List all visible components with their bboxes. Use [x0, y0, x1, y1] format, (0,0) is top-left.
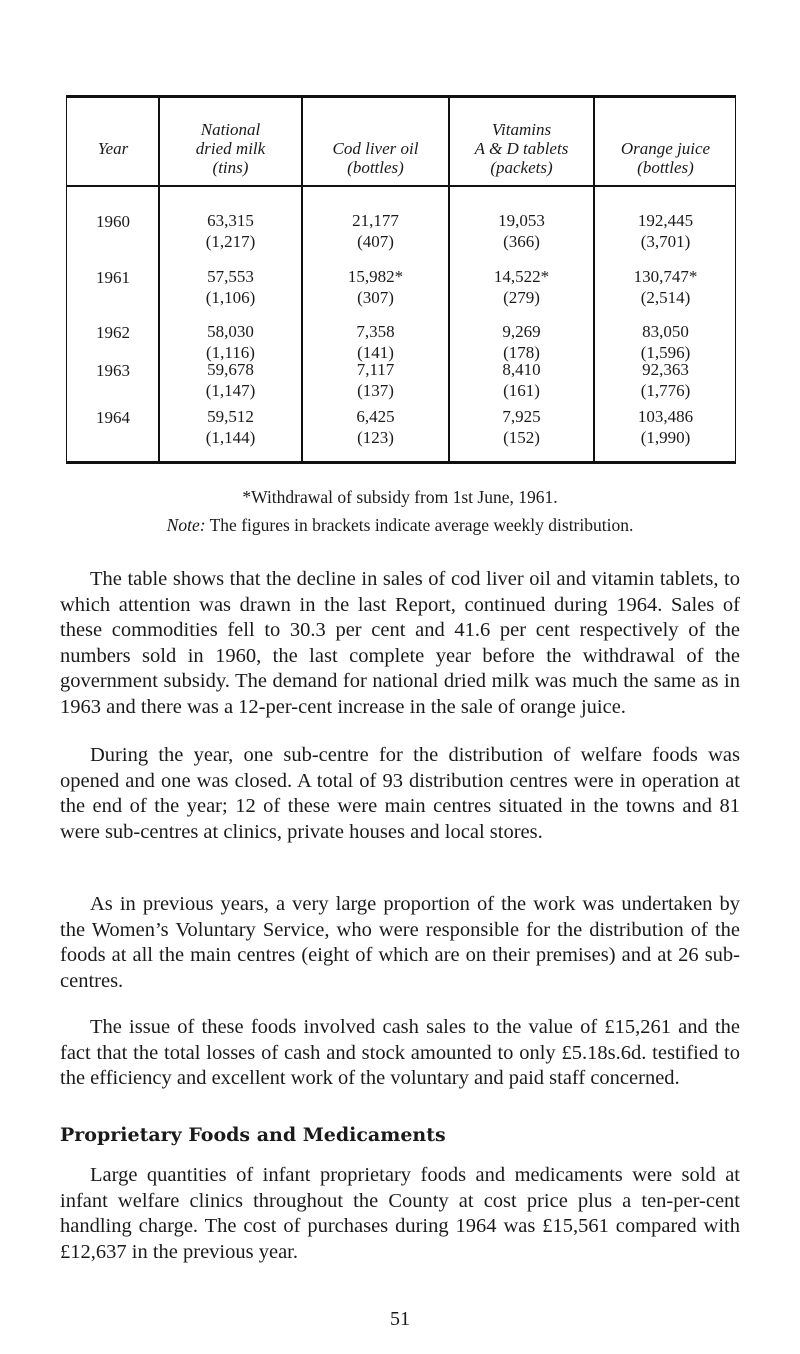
row-year: 1960 — [96, 212, 130, 231]
subsidy-footnote: *Withdrawal of subsidy from 1st June, 1961. — [242, 487, 558, 507]
cell-milk: 58,030 (1,116) — [206, 322, 255, 362]
header-dried-milk: National dried milk (tins) — [195, 120, 266, 177]
cell-cod: 7,117 (137) — [356, 360, 395, 400]
cell-vitamins: 14,522* (279) — [493, 267, 550, 307]
row-year: 1964 — [96, 408, 130, 427]
paragraph: During the year, one sub-centre for the distribution of welfare foods was opened and one was closed. A total of 93 distribution centres were in operation at the end of the year; 12 of these were main centres situated in the towns and 81 were sub-centres at clinics, private houses and local stores. — [60, 744, 740, 843]
paragraph: The issue of these foods involved cash sales to the value of £15,261 and the fact that the total losses of cash and stock amounted to only £5.18s.6d. testified to the efficiency and excellent work of the voluntary and paid staff concerned. — [60, 1016, 740, 1089]
cell-milk: 57,553 (1,106) — [205, 267, 256, 307]
cell-vitamins: 7,925 (152) — [502, 407, 541, 447]
cell-orange: 130,747* (2,514) — [633, 267, 698, 307]
welfare-foods-table — [66, 95, 736, 464]
cell-orange: 92,363 (1,776) — [640, 360, 691, 400]
cell-cod: 21,177 (407) — [352, 211, 399, 251]
header-vitamins: Vitamins A & D tablets (packets) — [474, 120, 569, 177]
cell-milk: 59,678 (1,147) — [205, 360, 256, 400]
page-number: 51 — [390, 1308, 410, 1330]
cell-cod: 7,358 (141) — [356, 322, 395, 362]
row-year: 1963 — [96, 361, 130, 380]
cell-milk: 63,315 (1,217) — [205, 211, 256, 251]
cell-vitamins: 8,410 (161) — [502, 360, 541, 400]
cell-cod: 6,425 (123) — [356, 407, 395, 447]
header-year: Year — [97, 139, 129, 158]
paragraph: Large quantities of infant proprietary foods and medicaments were sold at infant welfare clinics throughout the County at cost price plus a ten-per-cent handling charge. The cost of purchases during 1964 was £15,561 compared with £12,637 in the previous year. — [60, 1164, 740, 1263]
row-year: 1962 — [96, 323, 130, 342]
paragraph: As in previous years, a very large proportion of the work was undertaken by the Women’s Voluntary Service, who were responsible for the distribution of the foods at all the main centres (eight of which are on their premises) and at 26 sub-centres. — [60, 893, 740, 992]
cell-orange: 83,050 (1,596) — [640, 322, 691, 362]
header-divider — [67, 185, 735, 187]
cell-vitamins: 9,269 (178) — [502, 322, 541, 362]
header-cod-liver-oil: Cod liver oil (bottles) — [332, 139, 419, 177]
cell-orange: 103,486 (1,990) — [637, 407, 694, 447]
cell-vitamins: 19,053 (366) — [498, 211, 545, 251]
table-note: Note: The figures in brackets indicate average weekly distribution. — [166, 515, 634, 535]
paragraph: The table shows that the decline in sales of cod liver oil and vitamin tablets, to which attention was drawn in the last Report, continued during 1964. Sales of these commodities fell to 30.3 per cent and 41.6 per cent respectively of the numbers sold in 1960, the last complete year before the withdrawal of the government subsidy. The demand for national dried milk was much the same as in 1963 and there was a 12-per-cent increase in the sale of orange juice. — [60, 568, 740, 718]
header-orange-juice: Orange juice (bottles) — [620, 139, 711, 177]
row-year: 1961 — [96, 268, 130, 287]
section-heading: Proprietary Foods and Medicaments — [60, 1124, 446, 1146]
cell-orange: 192,445 (3,701) — [637, 211, 694, 251]
cell-milk: 59,512 (1,144) — [205, 407, 256, 447]
cell-cod: 15,982* (307) — [347, 267, 404, 307]
